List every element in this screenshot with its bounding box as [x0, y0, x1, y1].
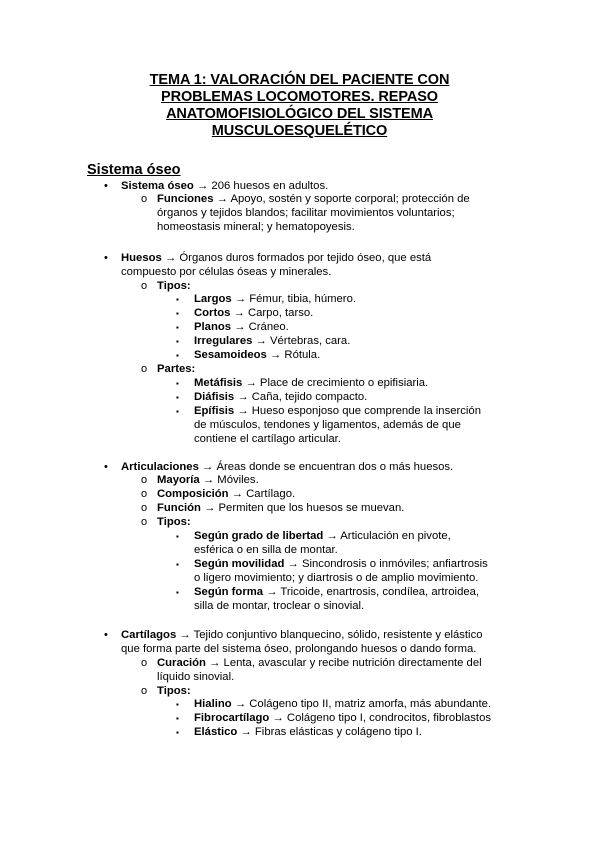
- text-line: de músculos, tendones y ligamentos, además de que: [194, 419, 461, 431]
- list-item: Epífisis → Hueso esponjoso que comprende la inserción: [194, 405, 481, 417]
- bullet-marker: o: [141, 363, 148, 375]
- bullet-marker: ▪: [176, 532, 179, 541]
- sublist-label: Tipos:: [157, 516, 191, 528]
- text-line: compuesto por células óseas y minerales.: [121, 266, 332, 278]
- bullet-marker: o: [141, 280, 148, 292]
- text-line: órganos y tejidos blandos; facilitar movimientos voluntarios;: [157, 207, 455, 219]
- bullet-marker: ▪: [176, 309, 179, 318]
- bullet-marker: ▪: [176, 379, 179, 388]
- sublist-label: Tipos:: [157, 280, 191, 292]
- bullet-marker: ▪: [176, 728, 179, 737]
- list-item: Elástico → Fibras elásticas y colágeno tipo I.: [194, 726, 422, 738]
- bullet-marker: o: [141, 502, 148, 514]
- bullet-marker: ▪: [176, 351, 179, 360]
- list-item: Según movilidad → Sincondrosis o inmóviles; anfiartrosis: [194, 558, 488, 570]
- bullet-marker: •: [104, 461, 108, 473]
- bullet-marker: ▪: [176, 393, 179, 402]
- bullet-marker: ▪: [176, 560, 179, 569]
- text-line: o ligero movimiento; y diartrosis o de amplio movimiento.: [194, 572, 479, 584]
- bullet-marker: o: [141, 488, 148, 500]
- list-item: Planos → Cráneo.: [194, 321, 289, 333]
- list-item: Curación → Lenta, avascular y recibe nutrición directamente del: [157, 657, 482, 669]
- bullet-marker: ▪: [176, 588, 179, 597]
- bullet-marker: o: [141, 685, 148, 697]
- list-item: Sesamoideos → Rótula.: [194, 349, 321, 361]
- text-line: líquido sinovial.: [157, 671, 235, 683]
- list-item: Fibrocartílago → Colágeno tipo I, condrocitos, fibroblastos: [194, 712, 491, 724]
- bullet-marker: •: [104, 252, 108, 264]
- list-item: Cartílagos → Tejido conjuntivo blanquecino, sólido, resistente y elástico: [121, 629, 483, 641]
- text-line: silla de montar, troclear o sinovial.: [194, 600, 365, 612]
- text-line: esférica o en silla de montar.: [194, 544, 338, 556]
- list-item: Mayoría → Móviles.: [157, 474, 259, 486]
- bullet-marker: •: [104, 629, 108, 641]
- list-item: Función → Permiten que los huesos se muevan.: [157, 502, 405, 514]
- bullet-marker: •: [104, 180, 108, 192]
- bullet-marker: ▪: [176, 295, 179, 304]
- list-item: Según forma → Tricoide, enartrosis, condílea, artroidea,: [194, 586, 480, 598]
- list-item: Hialino → Colágeno tipo II, matriz amorfa, más abundante.: [194, 698, 492, 710]
- text-line: homeostasis mineral; y hematopoyesis.: [157, 221, 355, 233]
- list-item: Irregulares → Vértebras, cara.: [194, 335, 351, 347]
- list-item: Largos → Fémur, tibia, húmero.: [194, 293, 356, 305]
- title-line: MUSCULOESQUELÉTICO: [211, 123, 388, 139]
- sublist-label: Partes:: [157, 363, 196, 375]
- bullet-marker: o: [141, 474, 148, 486]
- title-line: PROBLEMAS LOCOMOTORES. REPASO: [161, 89, 438, 105]
- bullet-marker: ▪: [176, 714, 179, 723]
- list-item: Según grado de libertad → Articulación en pivote,: [194, 530, 451, 542]
- list-item: Diáfisis → Caña, tejido compacto.: [194, 391, 368, 403]
- bullet-marker: ▪: [176, 323, 179, 332]
- list-item: Huesos → Órganos duros formados por tejido óseo, que está: [121, 252, 432, 264]
- bullet-marker: o: [141, 657, 148, 669]
- list-item: Sistema óseo → 206 huesos en adultos.: [121, 180, 329, 192]
- section-heading: Sistema óseo: [87, 162, 181, 178]
- list-item: Metáfisis → Place de crecimiento o epifisiaria.: [194, 377, 429, 389]
- bullet-marker: ▪: [176, 337, 179, 346]
- bullet-marker: ▪: [176, 407, 179, 416]
- list-item: Composición → Cartílago.: [157, 488, 296, 500]
- title-line: ANATOMOFISIOLÓGICO DEL SISTEMA: [166, 106, 433, 122]
- title-line: TEMA 1: VALORACIÓN DEL PACIENTE CON: [149, 72, 450, 88]
- list-item: Funciones → Apoyo, sostén y soporte corporal; protección de: [157, 193, 470, 205]
- list-item: Cortos → Carpo, tarso.: [194, 307, 314, 319]
- page-title: [0, 72, 599, 140]
- list-item: Articulaciones → Áreas donde se encuentran dos o más huesos.: [121, 461, 454, 473]
- text-line: contiene el cartílago articular.: [194, 433, 341, 445]
- bullet-marker: o: [141, 516, 148, 528]
- bullet-marker: o: [141, 193, 148, 205]
- text-line: que forma parte del sistema óseo, prolongando huesos o dando forma.: [121, 643, 477, 655]
- sublist-label: Tipos:: [157, 685, 191, 697]
- bullet-marker: ▪: [176, 700, 179, 709]
